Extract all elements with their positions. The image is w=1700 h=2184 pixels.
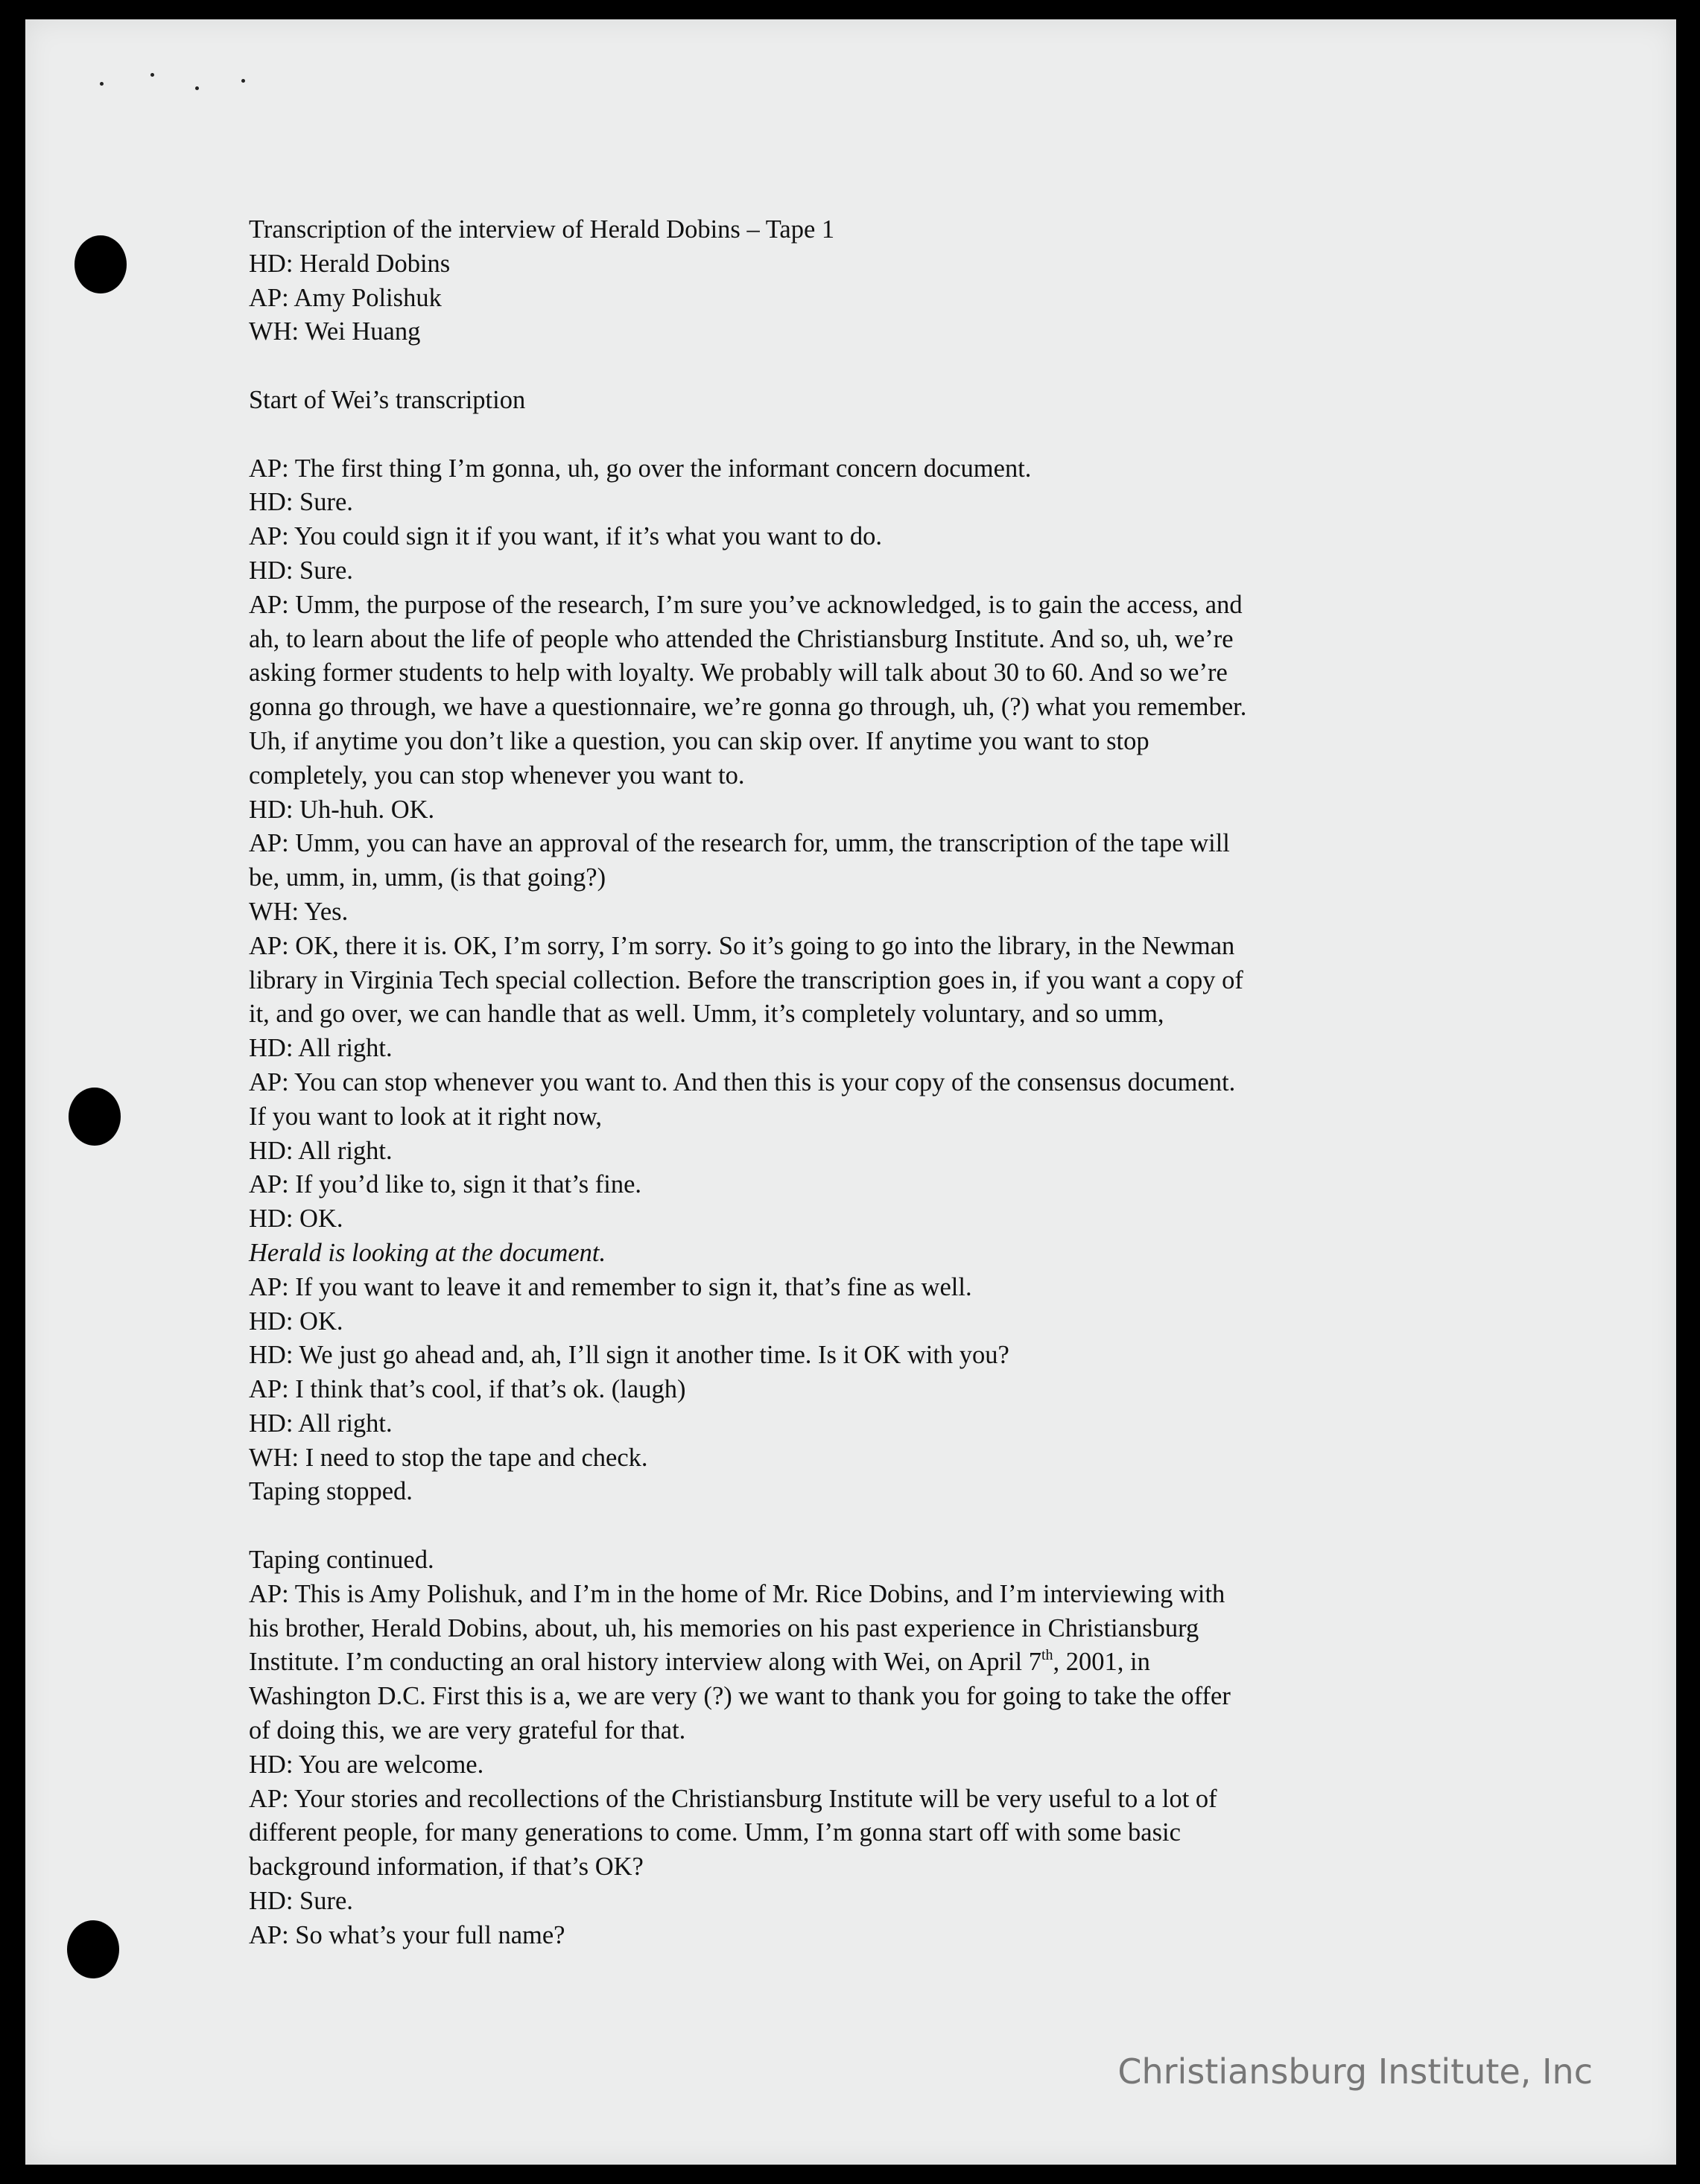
transcript-line: asking former students to help with loyalty. We probably will talk about 30 to 60. And so we’re [249, 658, 1228, 688]
line-part: , 2001, in [1053, 1648, 1150, 1677]
transcript-line: HD: OK. [249, 1204, 343, 1234]
transcript-line: HD: Sure. [249, 1887, 353, 1916]
section-note: Taping stopped. [249, 1477, 413, 1506]
transcript-line: Uh, if anytime you don’t like a question, you can skip over. If anytime you want to stop [249, 726, 1149, 755]
document-title: Transcription of the interview of Herald Dobins – Tape 1 [249, 215, 835, 244]
transcript-line: his brother, Herald Dobins, about, uh, his memories on his past experience in Christiansburg [249, 1613, 1199, 1642]
transcript-line: AP: You can stop whenever you want to. And then this is your copy of the consensus document. [249, 1067, 1236, 1096]
transcript-body [249, 213, 1456, 1953]
transcript-line: AP: Umm, the purpose of the research, I’m sure you’ve acknowledged, is to gain the access, and [249, 590, 1243, 619]
transcript-line: AP: If you want to leave it and remember to sign it, that’s fine as well. [249, 1272, 972, 1301]
line-part: Institute. I’m conducting an oral history interview along with Wei, on April 7 [249, 1648, 1041, 1677]
transcript-line: HD: OK. [249, 1307, 343, 1336]
scan-speck [195, 86, 199, 90]
transcript-line: HD: All right. [249, 1034, 393, 1063]
punch-hole-top [74, 235, 127, 293]
transcript-line: ah, to learn about the life of people who attended the Christiansburg Institute. And so, uh, we’re [249, 624, 1234, 653]
transcript-line: AP: OK, there it is. OK, I’m sorry, I’m sorry. So it’s going to go into the library, in the Newman [249, 931, 1235, 960]
transcript-line: AP: If you’d like to, sign it that’s fine. [249, 1170, 642, 1199]
transcript-line: completely, you can stop whenever you want to. [249, 761, 745, 790]
transcript-line: HD: We just go ahead and, ah, I’ll sign it another time. Is it OK with you? [249, 1341, 1009, 1370]
speaker-key: HD: Herald Dobins [249, 249, 451, 278]
watermark-text: Christiansburg Institute, Inc [1117, 2051, 1593, 2092]
transcript-line: background information, if that’s OK? [249, 1853, 644, 1882]
transcript-line: of doing this, we are very grateful for that. [249, 1716, 686, 1745]
transcript-line: HD: You are welcome. [249, 1750, 484, 1779]
transcript-line: AP: I think that’s cool, if that’s ok. (laugh) [249, 1375, 686, 1404]
transcript-line: be, umm, in, umm, (is that going?) [249, 863, 606, 892]
transcript-line: AP: Umm, you can have an approval of the research for, umm, the transcription of the tape will [249, 829, 1230, 858]
transcript-line: WH: Yes. [249, 897, 349, 926]
transcript-line: AP: Your stories and recollections of the Christiansburg Institute will be very useful to a lot of [249, 1784, 1217, 1813]
scan-speck [100, 82, 104, 86]
punch-hole-bottom [67, 1920, 119, 1978]
scan-speck [150, 73, 154, 77]
blank-line [249, 418, 1456, 452]
transcript-line: different people, for many generations to come. Umm, I’m gonna start off with some basic [249, 1818, 1181, 1847]
transcript-line: AP: The first thing I’m gonna, uh, go over the informant concern document. [249, 454, 1032, 483]
section-note: Taping continued. [249, 1546, 434, 1575]
blank-line [249, 1509, 1456, 1543]
transcript-line: HD: Sure. [249, 488, 353, 517]
transcript-line [249, 1645, 1456, 1680]
transcript-line: HD: Uh-huh. OK. [249, 795, 435, 824]
transcript-line: WH: I need to stop the tape and check. [249, 1443, 648, 1472]
transcript-line: it, and go over, we can handle that as well. Umm, it’s completely voluntary, and so umm, [249, 1000, 1164, 1029]
transcript-line: HD: All right. [249, 1409, 393, 1438]
document-page [25, 19, 1676, 2165]
transcript-line: HD: Sure. [249, 556, 353, 585]
transcript-line: Washington D.C. First this is a, we are very (?) we want to thank you for going to take the offer [249, 1682, 1231, 1711]
scan-speck [241, 79, 245, 83]
transcript-line: AP: This is Amy Polishuk, and I’m in the home of Mr. Rice Dobins, and I’m interviewing with [249, 1579, 1225, 1608]
speaker-key: AP: Amy Polishuk [249, 283, 442, 312]
transcript-line: AP: You could sign it if you want, if it’s what you want to do. [249, 522, 883, 551]
transcript-line: AP: So what’s your full name? [249, 1920, 565, 1949]
transcript-line: HD: All right. [249, 1136, 393, 1165]
punch-hole-middle [69, 1088, 121, 1146]
superscript: th [1041, 1647, 1053, 1664]
speaker-key: WH: Wei Huang [249, 317, 421, 346]
stage-direction: Herald is looking at the document. [249, 1238, 606, 1267]
blank-line [249, 349, 1456, 384]
section-note: Start of Wei’s transcription [249, 385, 526, 414]
transcript-line: gonna go through, we have a questionnaire, we’re gonna go through, uh, (?) what you remember. [249, 693, 1247, 722]
transcript-line: library in Virginia Tech special collection. Before the transcription goes in, if you want a copy of [249, 965, 1243, 994]
transcript-line: If you want to look at it right now, [249, 1102, 602, 1131]
